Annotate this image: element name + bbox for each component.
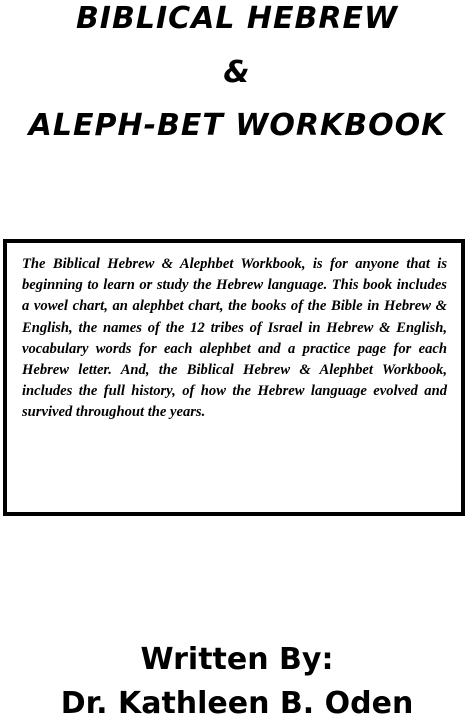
written-by-label: Written By: (140, 642, 334, 677)
description-text: The Biblical Hebrew & Alephbet Workbook, is for anyone that is beginning to learn or study the Hebrew language. This book includes a vowel chart, an alephbet chart, the books of the Bible in Hebrew & English, the names of the 12 tribes of Israel in Hebrew & English, vocabulary words for each alephbet and a practice page for each Hebrew letter. And, the Biblical Hebrew & Alephbet Workbook, includes the full history, of how the Hebrew language evolved and survived throughout the years. (22, 256, 447, 421)
title-ampersand: & (223, 55, 251, 90)
title-line-1: BIBLICAL HEBREW (75, 1, 399, 36)
description-box (3, 239, 465, 516)
author-name: Dr. Kathleen B. Oden (60, 686, 414, 721)
title-line-3: ALEPH-BET WORKBOOK (28, 108, 446, 143)
